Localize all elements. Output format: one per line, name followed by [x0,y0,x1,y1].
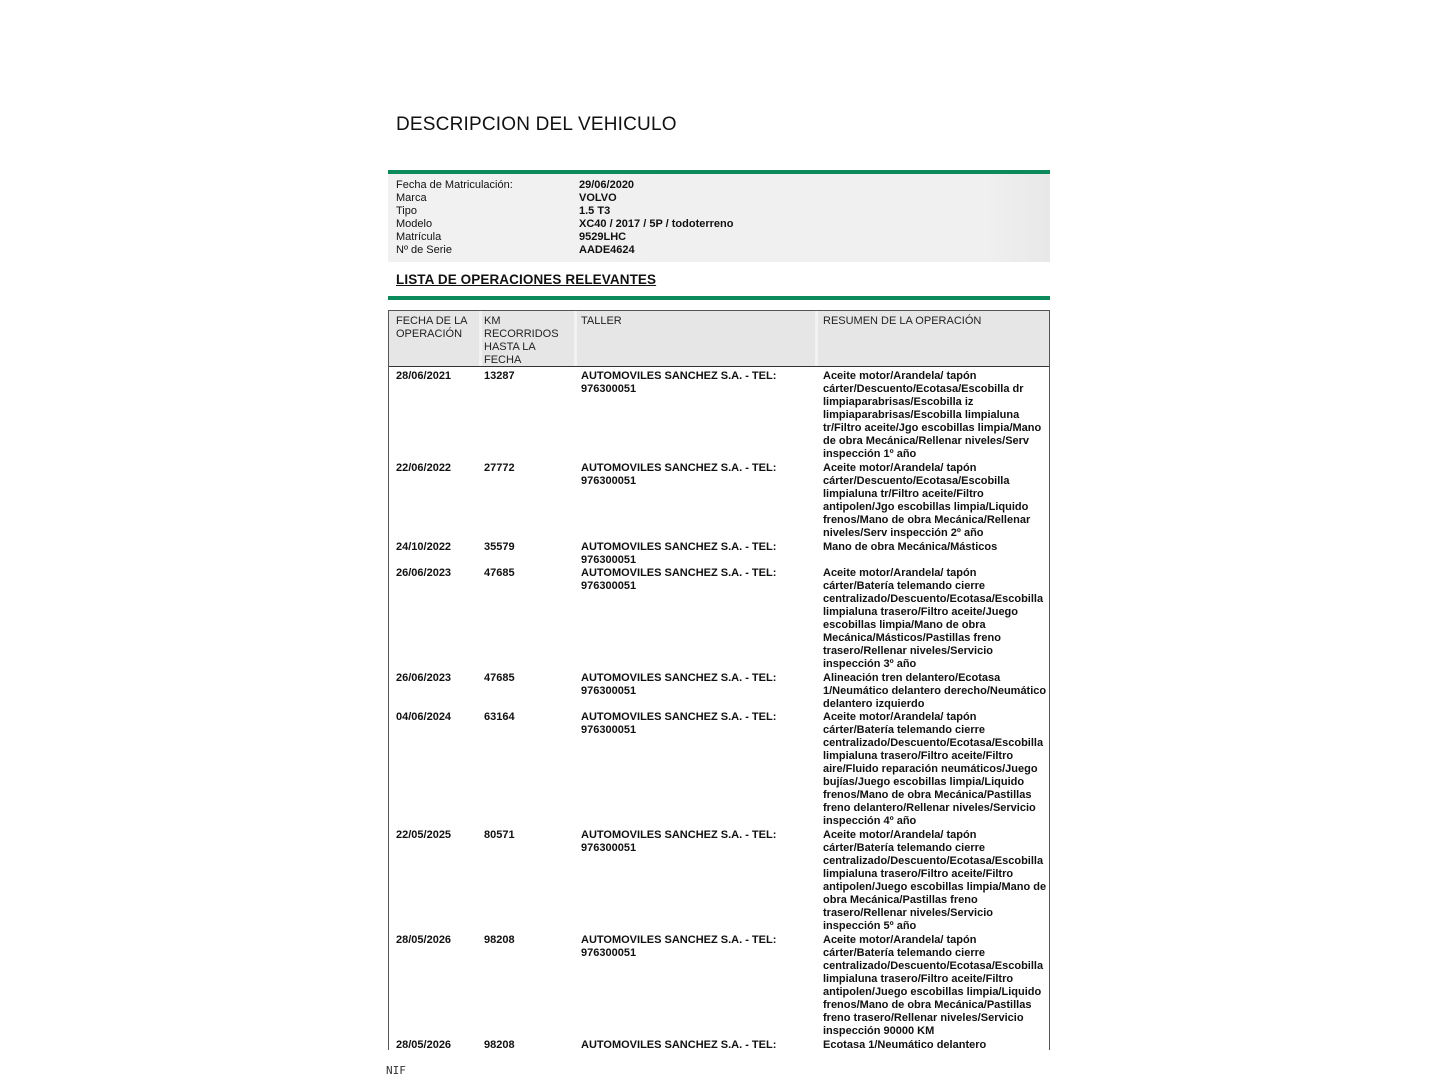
cell-resumen: Alineación tren delantero/Ecotasa 1/Neumático delantero derecho/Neumático delantero izquierdo [823,672,1047,710]
section-title: LISTA DE OPERACIONES RELEVANTES [396,272,657,287]
cell-fecha: 26/06/2023 [396,672,452,684]
field-label: Fecha de Matriculación: [396,179,513,191]
field-label: Matrícula [396,231,442,243]
cell-km: 47685 [484,672,515,684]
vehicle-info-panel [388,174,1050,262]
header-taller: TALLER [581,315,622,327]
cell-fecha: 26/06/2023 [396,567,452,579]
cell-resumen: Aceite motor/Arandela/ tapón cárter/Batería telemando cierre centralizado/Descuento/Ecotasa/Escobilla limpialuna trasero/Filtro aceite/Filtro antipolen/Juego escobillas limpia/Mano de obra Mecánica/Pastillas freno trasero/Rellenar niveles/Servicio inspección 5º año [823,829,1047,932]
field-value: 9529LHC [579,231,627,243]
vehicle-field-row [388,244,1050,257]
header-separator [815,311,818,366]
cell-km: 27772 [484,462,515,474]
field-label: Tipo [396,205,417,217]
cell-fecha: 22/06/2022 [396,462,452,474]
cell-taller: AUTOMOVILES SANCHEZ S.A. - TEL: 976300051 [581,829,777,854]
footer-nif: NIF [386,1064,406,1077]
cell-fecha: 04/06/2024 [396,711,452,723]
header-km: KM RECORRIDOS HASTA LA FECHA [484,315,559,366]
vehicle-field-row [388,218,1050,231]
cell-fecha: 28/06/2021 [396,370,452,382]
header-fecha: FECHA DE LA OPERACIÓN [396,315,467,340]
cell-fecha: 22/05/2025 [396,829,452,841]
cell-taller: AUTOMOVILES SANCHEZ S.A. - TEL: [581,1039,777,1050]
cell-fecha: 24/10/2022 [396,541,452,553]
table-header [389,311,1049,367]
cell-km: 80571 [484,829,515,841]
cell-km: 13287 [484,370,515,382]
field-value: AADE4624 [579,244,635,256]
cell-taller: AUTOMOVILES SANCHEZ S.A. - TEL: 976300051 [581,541,777,566]
operations-table [388,310,1050,1050]
cell-resumen: Aceite motor/Arandela/ tapón cárter/Descuento/Ecotasa/Escobilla limpialuna tr/Filtro aceite/Filtro antipolen/Jgo escobillas limpia/Liquido frenos/Mano de obra Mecánica/Rellenar niveles/Serv inspección 2º año [823,462,1031,539]
field-label: Nº de Serie [396,244,452,256]
vehicle-field-row [388,179,1050,192]
cell-resumen: Aceite motor/Arandela/ tapón cárter/Batería telemando cierre centralizado/Descuento/Ecotasa/Escobilla limpialuna trasero/Filtro aceite/Filtro antipolen/Juego escobillas limpia/Liquido frenos/Mano de obra Mecánica/Pastillas freno trasero/Rellenar niveles/Servicio inspección 90000 KM [823,934,1044,1037]
cell-taller: AUTOMOVILES SANCHEZ S.A. - TEL: 976300051 [581,567,777,592]
cell-resumen: Ecotasa 1/Neumático delantero [823,1039,987,1050]
page-title: DESCRIPCION DEL VEHICULO [396,114,677,135]
vehicle-field-row [388,205,1050,218]
field-label: Marca [396,192,427,204]
field-label: Modelo [396,218,433,230]
cell-resumen: Mano de obra Mecánica/Másticos [823,541,998,553]
cell-resumen: Aceite motor/Arandela/ tapón cárter/Batería telemando cierre centralizado/Descuento/Ecotasa/Escobilla limpialuna trasero/Filtro aceite/Juego escobillas limpia/Mano de obra Mecánica/Másticos/Pastillas freno trasero/Rellenar niveles/Servicio inspección 3º año [823,567,1044,670]
cell-resumen: Aceite motor/Arandela/ tapón cárter/Descuento/Ecotasa/Escobilla dr limpiaparabrisas/Escobilla iz limpiaparabrisas/Escobilla limpialuna tr/Filtro aceite/Jgo escobillas limpia/Mano de obra Mecánica/Rellenar niveles/Serv inspección 1º año [823,370,1042,460]
divider [388,296,1050,300]
field-value: 29/06/2020 [579,179,635,191]
cell-taller: AUTOMOVILES SANCHEZ S.A. - TEL: 976300051 [581,934,777,959]
header-resumen: RESUMEN DE LA OPERACIÓN [823,315,982,327]
field-value: XC40 / 2017 / 5P / todoterreno [579,218,734,230]
field-value: 1.5 T3 [579,205,611,217]
vehicle-field-row [388,192,1050,205]
cell-km: 47685 [484,567,515,579]
cell-km: 98208 [484,1039,515,1050]
header-separator [479,311,482,366]
field-value: VOLVO [579,192,617,204]
cell-km: 63164 [484,711,515,723]
cell-km: 98208 [484,934,515,946]
cell-taller: AUTOMOVILES SANCHEZ S.A. - TEL: 976300051 [581,711,777,736]
cell-taller: AUTOMOVILES SANCHEZ S.A. - TEL: 976300051 [581,462,777,487]
header-separator [574,311,577,366]
cell-resumen: Aceite motor/Arandela/ tapón cárter/Batería telemando cierre centralizado/Descuento/Ecotasa/Escobilla limpialuna trasero/Filtro aceite/Filtro aire/Fluido reparación neumáticos/Juego bujías/Juego escobillas limpia/Liquido frenos/Mano de obra Mecánica/Pastillas freno delantero/Rellenar niveles/Servicio inspección 4º año [823,711,1044,827]
cell-km: 35579 [484,541,515,553]
cell-taller: AUTOMOVILES SANCHEZ S.A. - TEL: 976300051 [581,370,777,395]
cell-fecha: 28/05/2026 [396,934,452,946]
cell-fecha: 28/05/2026 [396,1039,452,1050]
cell-taller: AUTOMOVILES SANCHEZ S.A. - TEL: 976300051 [581,672,777,697]
vehicle-field-row [388,231,1050,244]
